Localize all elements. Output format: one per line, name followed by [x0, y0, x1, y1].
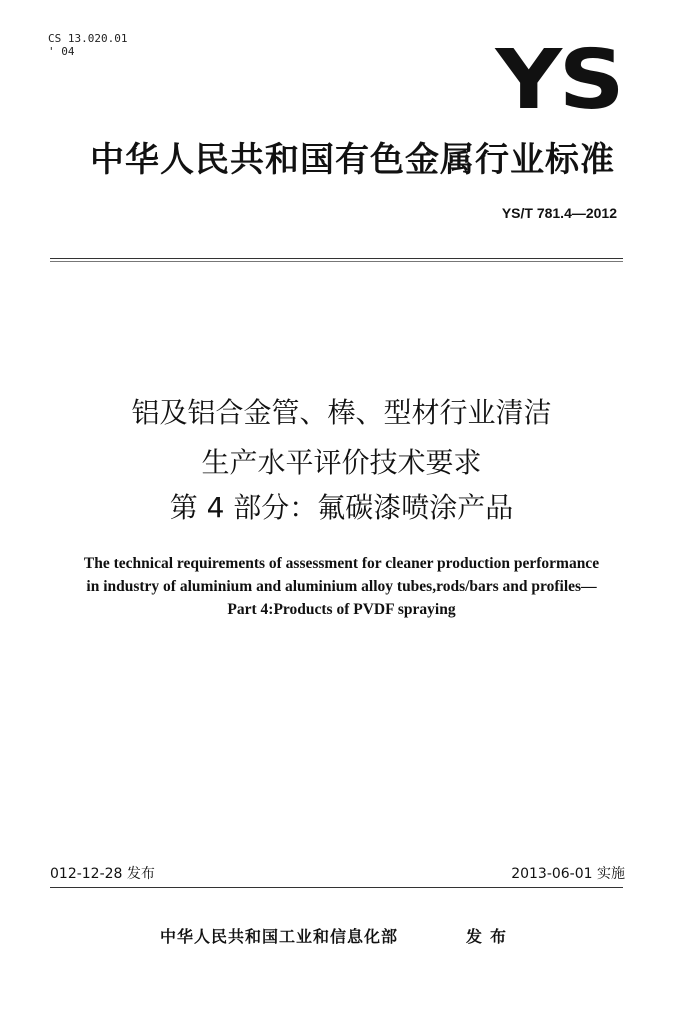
- zh-title-line-1: 铝及铝合金管、棒、型材行业清洁: [131, 396, 552, 429]
- en-title-line-2: in industry of aluminium and aluminium alloy tubes,rods/bars and profiles—: [86, 578, 597, 595]
- ics-code: CS 13.020.01: [48, 32, 128, 45]
- footer-divider: [50, 887, 623, 888]
- standard-number: YS/T 781.4—2012: [501, 205, 617, 221]
- publish-date: 012-12-28 发布: [50, 866, 155, 882]
- organization-title: 中华人民共和国有色金属行业标准: [90, 140, 615, 180]
- classification-codes: [48, 32, 127, 58]
- zh-title-line-3: 第 4 部分：氟碳漆喷涂产品: [169, 491, 514, 524]
- issuing-authority: 中华人民共和国工业和信息化部: [160, 927, 399, 946]
- en-title-line-3: Part 4:Products of PVDF spraying: [227, 601, 456, 618]
- zh-title-line-2: 生产水平评价技术要求: [201, 446, 482, 479]
- implementation-date: 2013-06-01 实施: [511, 866, 625, 882]
- issue-label: 发布: [466, 927, 515, 946]
- ccs-code: ' 04: [48, 45, 75, 58]
- header-divider: [50, 258, 623, 259]
- ys-logo: YS: [495, 33, 621, 128]
- en-title-line-1: The technical requirements of assessment for cleaner production performance: [83, 555, 600, 572]
- header-divider-secondary: [50, 261, 623, 262]
